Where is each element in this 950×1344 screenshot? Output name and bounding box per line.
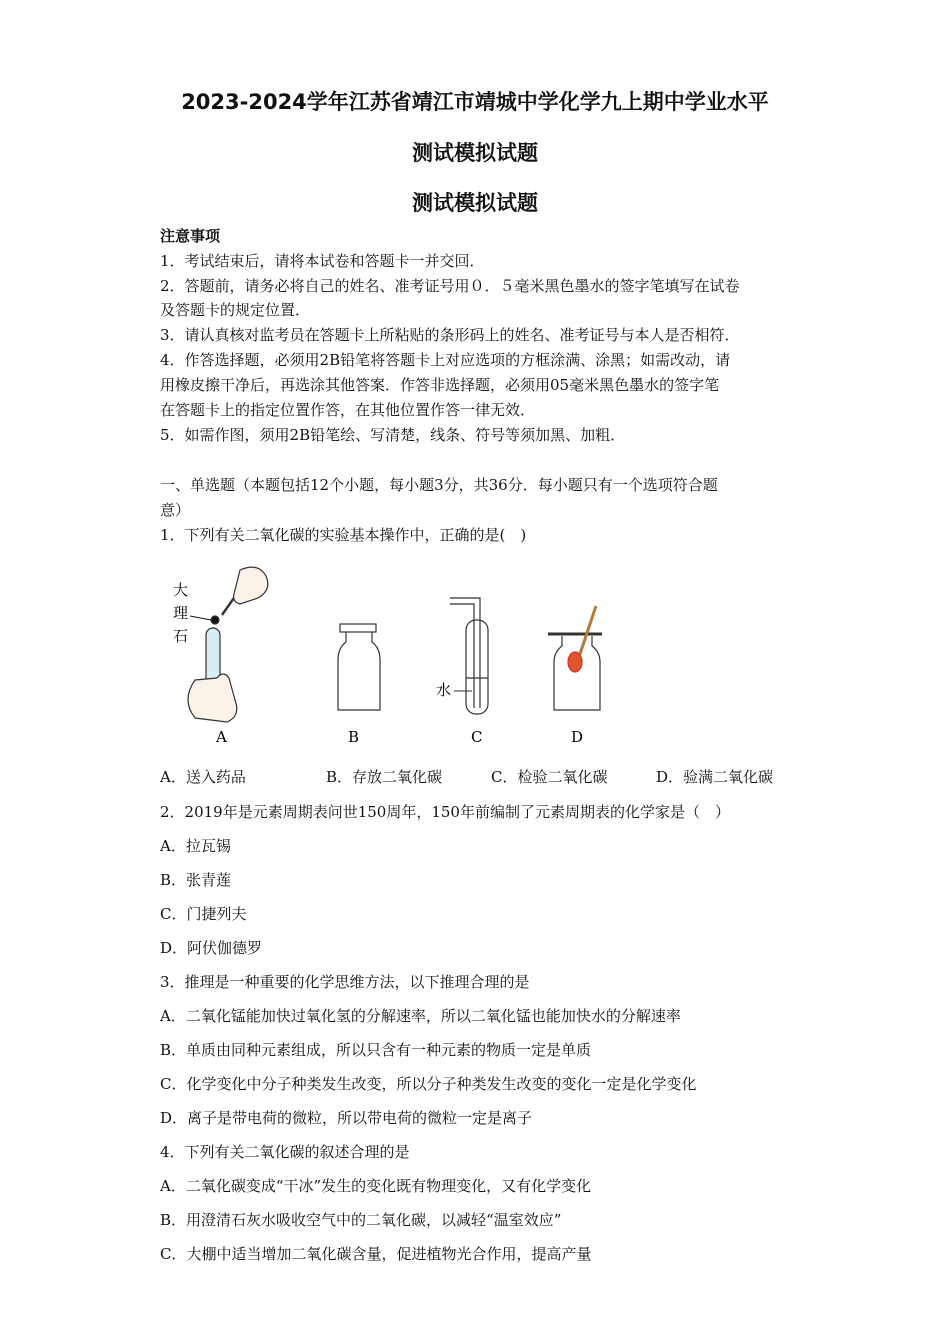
note-item: 在答题卡上的指定位置作答，在其他位置作答一律无效． <box>160 401 536 419</box>
notes-heading: 注意事项 <box>160 227 221 245</box>
note-item: 1．考试结束后，请将本试卷和答题卡一并交回． <box>160 252 485 270</box>
title-line-3: 测试模拟试题 <box>412 191 538 215</box>
note-item: 4．作答选择题，必须用2B铅笔将答题卡上对应选项的方框涂满、涂黑；如需改动，请 <box>160 351 731 369</box>
question-3-stem: 3．推理是一种重要的化学思维方法，以下推理合理的是 <box>160 973 530 991</box>
label-stone-1: 大 <box>173 581 189 599</box>
q1-option-c[interactable]: C．检验二氧化碳 <box>491 768 608 786</box>
note-item: 用橡皮擦干净后，再选涂其他答案．作答非选择题，必须用05毫米黑色墨水的签字笔 <box>160 376 720 394</box>
apparatus-b <box>338 624 380 710</box>
q2-option-a[interactable]: A．拉瓦锡 <box>160 837 231 855</box>
q1-apparatus-illustration <box>160 560 620 755</box>
section-heading-cont: 意） <box>160 501 191 519</box>
figure-label-d: D <box>571 728 584 746</box>
question-1-stem: 1．下列有关二氧化碳的实验基本操作中，正确的是( ) <box>160 526 527 544</box>
q4-option-b[interactable]: B．用澄清石灰水吸收空气中的二氧化碳，以减轻“温室效应” <box>160 1211 562 1229</box>
question-2-stem: 2．2019年是元素周期表问世150周年，150年前编制了元素周期表的化学家是（ ） <box>160 803 730 821</box>
q1-option-a[interactable]: A．送入药品 <box>160 768 246 786</box>
q3-option-b[interactable]: B．单质由同种元素组成，所以只含有一种元素的物质一定是单质 <box>160 1041 592 1059</box>
note-item: 及答题卡的规定位置． <box>160 301 311 319</box>
label-water: 水 <box>436 681 452 699</box>
title-line-2: 测试模拟试题 <box>412 141 538 165</box>
q3-option-a[interactable]: A．二氧化锰能加快过氧化氢的分解速率，所以二氧化锰也能加快水的分解速率 <box>160 1007 681 1025</box>
q3-option-c[interactable]: C．化学变化中分子种类发生改变，所以分子种类发生改变的变化一定是化学变化 <box>160 1075 697 1093</box>
title-line-1: 2023-2024学年江苏省靖江市靖城中学化学九上期中学业水平 <box>181 90 769 114</box>
note-item: 3．请认真核对监考员在答题卡上所粘贴的条形码上的姓名、准考证号与本人是否相符． <box>160 326 740 344</box>
q2-option-c[interactable]: C．门捷列夫 <box>160 905 247 923</box>
note-item: 5．如需作图，须用2B铅笔绘、写清楚，线条、符号等须加黑、加粗． <box>160 426 626 444</box>
q4-option-c[interactable]: C．大棚中适当增加二氧化碳含量，促进植物光合作用，提高产量 <box>160 1245 592 1263</box>
apparatus-a <box>188 567 268 722</box>
question-1-options <box>160 766 800 790</box>
q4-option-a[interactable]: A．二氧化碳变成“干冰”发生的变化既有物理变化，又有化学变化 <box>160 1177 592 1195</box>
q3-option-d[interactable]: D．离子是带电荷的微粒，所以带电荷的微粒一定是离子 <box>160 1109 533 1127</box>
figure-label-a: A <box>216 728 227 746</box>
label-stone-2: 理 <box>173 604 189 622</box>
q1-option-b[interactable]: B．存放二氧化碳 <box>326 768 443 786</box>
section-heading: 一、单选题（本题包括12个小题，每小题3分，共36分．每小题只有一个选项符合题 <box>160 476 718 494</box>
figure-label-c: C <box>471 728 483 746</box>
apparatus-d <box>548 606 602 710</box>
q1-figure <box>160 560 620 755</box>
label-stone-3: 石 <box>173 627 189 645</box>
apparatus-c <box>450 598 488 714</box>
figure-label-b: B <box>348 728 360 746</box>
q1-option-d[interactable]: D．验满二氧化碳 <box>656 768 774 786</box>
note-item: 2．答题前，请务必将自己的姓名、准考证号用０．５毫米黑色墨水的签字笔填写在试卷 <box>160 277 740 295</box>
q2-option-d[interactable]: D．阿伏伽德罗 <box>160 939 263 957</box>
question-4-stem: 4．下列有关二氧化碳的叙述合理的是 <box>160 1143 410 1161</box>
q2-option-b[interactable]: B．张青莲 <box>160 871 232 889</box>
